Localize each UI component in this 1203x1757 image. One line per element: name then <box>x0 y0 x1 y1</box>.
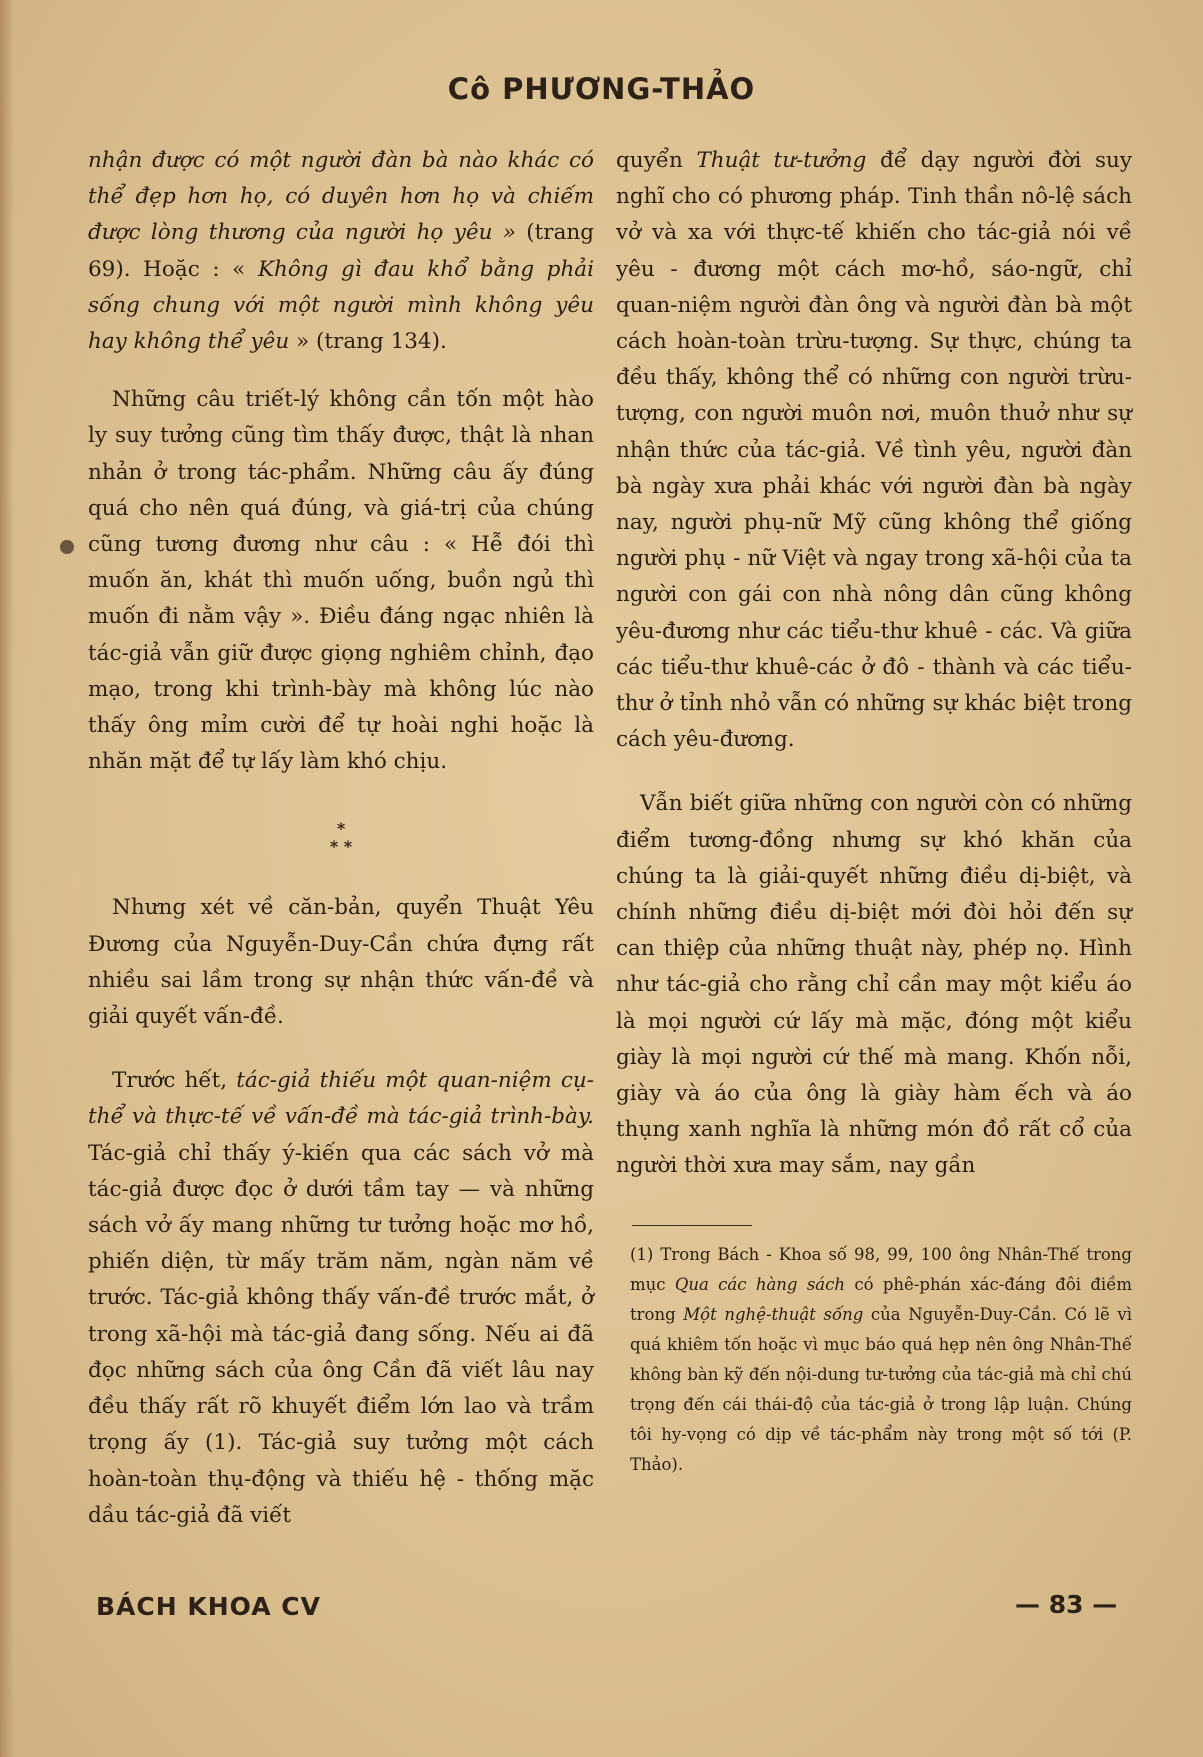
section-divider-stars <box>88 820 594 856</box>
footnote-divider <box>632 1225 752 1226</box>
first-rest: Tác-giả chỉ thấy ý-kiến qua các sách vở mà tác-giả được đọc ở dưới tầm tay — và những sách vở ấy mang những tư tưởng hoặc mơ hồ, phiến diện, từ mấy trăm năm, ngàn năm về trước. Tác-giả không thấy vấn-đề trước mắt, ở trong xã-hội mà tác-giả đang sống. Nếu ai đã đọc những sách của ông Cần đã viết lâu nay đều thấy rất rõ khuyết điểm lớn lao và trầm trọng ấy (1). Tác-giả suy tưởng một cách hoàn-toàn thụ-động và thiếu hệ - thống mặc dầu tác-giả đã viết <box>88 1140 594 1528</box>
footnote <box>616 1240 1132 1480</box>
paragraph-quote <box>88 143 594 360</box>
book-title-italic: Thuật tư-tưởng <box>696 148 867 173</box>
footnote-italic-1: Qua các hàng sách <box>674 1274 846 1294</box>
footer-page-number: — 83 — <box>1015 1590 1118 1619</box>
quote-italic: nhận được có một người đàn bà nào khác có thể đẹp hơn họ, có duyên hơn họ và chiếm được lòng thương của người họ yêu » <box>88 148 594 246</box>
page-edge <box>0 0 14 1757</box>
paragraph-basis: Nhưng xét về căn-bản, quyển Thuật Yêu Đương của Nguyễn-Duy-Cần chứa đựng rất nhiều sai lầm trong sự nhận thức vấn-đề và giải quyết vấn-đề. <box>88 895 594 1030</box>
page-header-title: Cô PHƯƠNG-THẢO <box>447 72 756 106</box>
quote-end: » (trang 134). <box>289 329 447 355</box>
divider-star-top: * <box>336 819 346 839</box>
paragraph-first <box>88 1063 594 1534</box>
paragraph-philosophy: Những câu triết-lý không cần tốn một hào ly suy tưởng cũng tìm thấy được, thật là nhan nhản ở trong tác-phẩm. Những câu ấy đúng quá cho nên quá đúng, và giá-trị của chúng cũng tương đương như câu : « Hễ đói thì muốn ăn, khát thì muốn uống, buồn ngủ thì muốn đi nằm vậy ». Điều đáng ngạc nhiên là tác-giả vẫn giữ được giọng nghiêm chỉnh, đạo mạo, trong khi trình-bày mà không lúc nào thấy ông mỉm cười để tự hoài nghi hoặc là nhăn mặt để tự lấy làm khó chịu. <box>88 387 594 775</box>
paragraph-differences: Vẫn biết giữa những con người còn có những điểm tương-đồng nhưng sự khó khăn của chúng ta là giải-quyết những điều dị-biệt, và chính những điều dị-biệt mới đòi hỏi đến sự can thiệp của những thuật này, phép nọ. Hình như tác-giả cho rằng chỉ cần may một kiểu áo là mọi người cứ lấy mà mặc, đóng một kiểu giày là mọi người cứ thế mà mang. Khốn nỗi, giày và áo của ông là giày hàm ếch và áo thụng xanh nghĩa là những món đồ rất cổ của người thời xưa may sắm, nay gần <box>616 791 1132 1179</box>
quote-italic-2: Không gì đau khổ bằng phải sống chung với một người mình không yêu hay không thể yêu <box>88 256 594 355</box>
paper-blemish <box>60 540 74 554</box>
footnote-mid: có phê-phán xác-đáng đôi điềm trong <box>630 1274 1133 1324</box>
first-start: Trước hết, <box>112 1068 237 1094</box>
footer-publication: BÁCH KHOA CV <box>96 1592 322 1621</box>
divider-star-bottom: * * <box>329 837 353 857</box>
left-column <box>88 143 594 1534</box>
footnote-end: của Nguyễn-Duy-Cần. Có lẽ vì quá khiêm tốn hoặc vì mục báo quá hẹp nên ông Nhân-Thế không bàn kỹ đến nội-dung tư-tưởng của tác-giả mà chỉ chú trọng đến cái thái-độ của tác-giả ở trong lập luận. Chúng tôi hy-vọng có dịp về tác-phẩm này trong một số tới (P. Thảo). <box>630 1304 1132 1474</box>
footnote-start: (1) Trong Bách - Khoa số 98, 99, 100 ông Nhân-Thế trong mục <box>630 1244 1132 1294</box>
continued-start: quyển <box>616 148 697 173</box>
first-italic: tác-giả thiếu một quan-niệm cụ-thể và thực-tế về vấn-đề mà tác-giả trình-bày. <box>88 1068 594 1130</box>
right-column <box>616 143 1132 1480</box>
quote-ref: (trang 69). Hoặc : « <box>88 220 594 282</box>
footnote-italic-2: Một nghệ-thuật sống <box>683 1304 864 1324</box>
paragraph-continued <box>616 143 1132 758</box>
continued-rest: để dạy người đời suy nghĩ cho có phương pháp. Tinh thần nô-lệ sách vở và xa với thực-tế khiến cho tác-giả nói về yêu - đương một cách mơ-hồ, sáo-ngữ, chỉ quan-niệm người đàn ông và người đàn bà một cách hoàn-toàn trừu-tượng. Sự thực, chúng ta đều thấy, không thể có những con người trừu-tượng, con người muôn nơi, muôn thuở như sự nhận thức của tác-giả. Về tình yêu, người đàn bà ngày xưa phải khác với người đàn bà ngày nay, người phụ-nữ Mỹ cũng không thể giống người phụ - nữ Việt và ngay trong xã-hội của ta người con gái con nhà nông dân cũng không yêu-đương như các tiểu-thư khuê - các. Và giữa các tiểu-thư khuê-các ở đô - thành và các tiểu-thư ở tỉnh nhỏ vẫn có những sự khác biệt trong cách yêu-đương. <box>616 148 1133 753</box>
